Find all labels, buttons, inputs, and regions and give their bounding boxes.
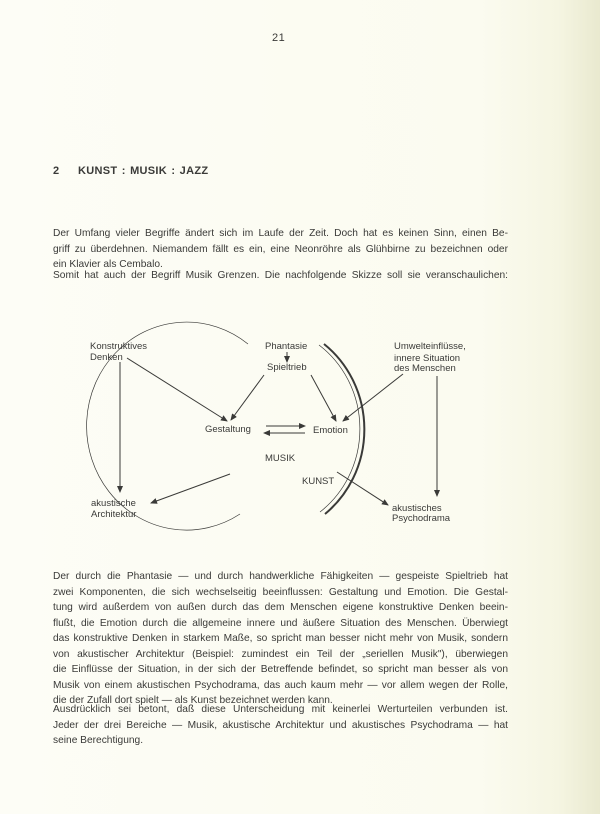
label-musik: MUSIK [265, 453, 296, 464]
arrow-spieltrieb-emotion [311, 375, 336, 421]
label-psychodrama: Psychodrama [392, 513, 451, 524]
label-spieltrieb: Spieltrieb [267, 362, 307, 373]
text-line: Somit hat auch der Begriff Musik Grenzen. Die nachfolgende Skizze soll sie veranschaulichen: [53, 270, 508, 281]
label-denken: Denken [90, 352, 123, 363]
text-line: von akustischer Architektur (Beispiel: zumindest ein Teil der „seriellen Musik"), überwiegen [53, 648, 508, 660]
paragraph-sketch-intro [53, 268, 508, 284]
text-line: flußt, die Emotion durch die allgemeine innere und äußere Situation des Menschen. Überwiegt [53, 617, 508, 629]
label-konstruktives: Konstruktives [90, 341, 148, 352]
label-umwelt-3: des Menschen [394, 363, 456, 374]
chapter-heading [53, 165, 208, 177]
chapter-number: 2 [53, 165, 60, 177]
label-umwelt-2: innere Situation [394, 353, 461, 364]
musik-circle [87, 322, 248, 530]
arrow-kunst-psychodrama [337, 472, 388, 505]
paragraph-intro [53, 226, 508, 273]
chapter-title: KUNST : MUSIK : JAZZ [78, 165, 209, 177]
arrow-umwelt-emotion [343, 374, 403, 421]
text-line: die Einflüsse der Situation, in der sich der Betreffende befindet, so spricht man besser als von [53, 664, 508, 675]
label-kunst: KUNST [302, 476, 335, 487]
page-number: 21 [272, 32, 286, 44]
text-line: Jeder der drei Bereiche — Musik, akustische Architektur und akustisches Psychodrama — hat [53, 719, 508, 731]
kunst-boundary-outer [324, 344, 364, 514]
text-line: seine Berechtigung. [53, 735, 144, 746]
label-umwelt-1: Umwelteinflüsse, [394, 341, 466, 352]
label-phantasie: Phantasie [265, 341, 308, 352]
text-line: das konstruktive Denken in starkem Maße, so spricht man besser nicht mehr von Musik, sondern [53, 633, 508, 644]
text-line: zwei Komponenten, die sich wechselseitig beeinflussen: Gestaltung und Emotion. Die Gestal- [53, 586, 508, 598]
label-gestaltung: Gestaltung [205, 424, 251, 435]
arrow-konstruktives-gestaltung [127, 358, 227, 421]
text-line: ein Klavier als Cembalo. [53, 259, 163, 270]
text-line: die der Zufall dort spielt — als Kunst bezeichnet werden kann. [53, 695, 333, 706]
label-akustisches: akustisches [392, 503, 442, 514]
paragraph-conclusion [53, 702, 508, 749]
label-architektur: Architektur [91, 509, 137, 520]
text-line: griff zu überdehnen. Niemandem fällt es ein, eine Neonröhre als Glühbirne zu bezeichnen oder [53, 243, 508, 255]
text-line: Der durch die Phantasie — und durch handwerkliche Fähigkeiten — gespeiste Spieltrieb hat [53, 571, 508, 582]
text-line: Der Umfang vieler Begriffe ändert sich im Laufe der Zeit. Doch hat es keinen Sinn, einen Be- [53, 228, 508, 239]
paragraph-explanation [53, 569, 508, 709]
label-akustische: akustische [91, 498, 136, 509]
arrow-spieltrieb-gestaltung [231, 375, 264, 420]
text-line: tung wird außerdem von außen durch das dem Menschen eigene konstruktive Denken beein- [53, 602, 508, 613]
text-line: Musik von einem akustischen Psychodrama, das auch kaum mehr — vor allem wegen der Rolle, [53, 679, 508, 691]
arrow-musik-architektur [151, 474, 230, 503]
text-line: Ausdrücklich sei betont, daß diese Unterscheidung mit keinerlei Werturteilen verbunden ist. [53, 704, 508, 715]
label-emotion: Emotion [313, 425, 348, 436]
musik-circle-right [319, 345, 360, 512]
